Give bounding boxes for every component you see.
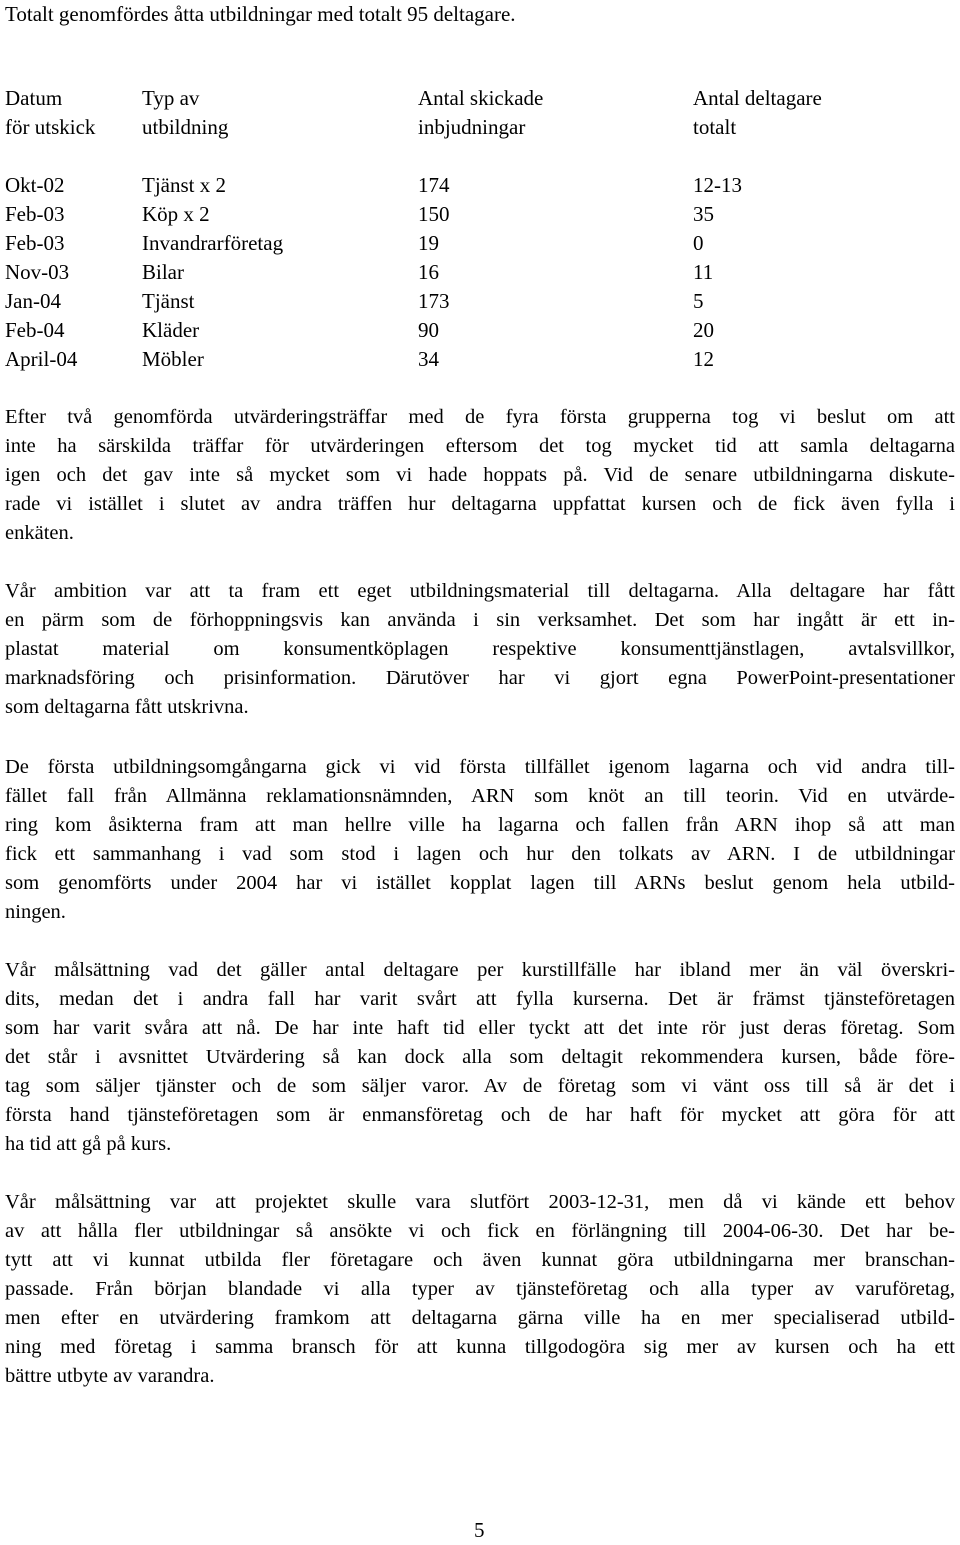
paragraph-line: Vår ambition var att ta fram ett eget utbildningsmaterial till deltagarna. Alla deltagare har fått — [5, 580, 955, 602]
paragraph-line: bättre utbyte av varandra. — [5, 1365, 215, 1387]
paragraph-line: tytt att vi kunnat utbilda fler företagare och även kunnat göra utbildningarna mer branschan- — [5, 1249, 955, 1271]
paragraph-line: första hand tjänsteföretagen som är enmansföretag och de har haft för mycket att göra för att — [5, 1104, 955, 1126]
paragraph-participants-goal — [5, 956, 955, 1159]
paragraph-line: ning med företag i samma bransch för att kunna tillgodogöra sig mer av kursen och ha ett — [5, 1336, 955, 1358]
header-participants-line2: totalt — [693, 115, 737, 139]
cell-date: Feb-04 — [5, 318, 65, 342]
header-participants-line1: Antal deltagare — [693, 86, 822, 110]
paragraph-line: tag som säljer tjänster och de som säljer varor. Av de företag som vi vänt oss till så är det i — [5, 1075, 955, 1097]
paragraph-line: fället fall från Allmänna reklamationsnämnden, ARN som knöt an till teorin. Vid en utvärde- — [5, 785, 955, 807]
cell-participants: 0 — [693, 231, 704, 255]
paragraph-line: ha tid att gå på kurs. — [5, 1133, 172, 1155]
cell-type: Tjänst x 2 — [142, 173, 226, 197]
cell-participants: 11 — [693, 260, 714, 284]
cell-participants: 12 — [693, 347, 714, 371]
paragraph-line: rade vi istället i slutet av andra träffen hur deltagarna uppfattat kursen och de fick även fylla i — [5, 493, 955, 515]
paragraph-line: ring kom åsikterna fram att man hellre ville ha lagarna och fallen från ARN ihop så att man — [5, 814, 955, 836]
cell-type: Köp x 2 — [142, 202, 210, 226]
cell-type: Kläder — [142, 318, 200, 342]
cell-type: Tjänst — [142, 289, 195, 313]
cell-participants: 5 — [693, 289, 704, 313]
cell-participants: 20 — [693, 318, 714, 342]
paragraph-line: som genomförts under 2004 har vi istället kopplat lagen till ARNs beslut genom hela utbild- — [5, 872, 955, 894]
header-invitations-line1: Antal skickade — [418, 86, 544, 110]
paragraph-material — [5, 577, 955, 722]
paragraph-line: Vår målsättning vad det gäller antal deltagare per kurstillfälle har ibland mer än väl överskri- — [5, 959, 955, 981]
paragraph-line: inte ha särskilda träffar för utvärderingen eftersom det tog mycket tid att samla deltagarna — [5, 435, 955, 457]
header-type-line2: utbildning — [142, 115, 229, 139]
cell-date: April-04 — [5, 347, 78, 371]
paragraph-line: ningen. — [5, 901, 66, 923]
paragraph-line: fick ett sammanhang i vad som stod i lagen och hur den tolkats av ARN. I de utbildningar — [5, 843, 955, 865]
paragraph-line: dits, medan det i andra fall har varit svårt att fylla kurserna. Det är främst tjänsteföretagen — [5, 988, 955, 1010]
cell-date: Okt-02 — [5, 173, 65, 197]
cell-participants: 12-13 — [693, 173, 742, 197]
cell-date: Nov-03 — [5, 260, 70, 284]
page-number: 5 — [474, 1518, 485, 1542]
cell-invitations: 19 — [418, 231, 439, 255]
paragraph-line: det står i avsnittet Utvärdering så kan dock alla som deltagit rekommendera kursen, både före- — [5, 1046, 955, 1068]
cell-invitations: 16 — [418, 260, 439, 284]
paragraph-line: enkäten. — [5, 522, 74, 544]
paragraph-line: Efter två genomförda utvärderingsträffar med de fyra första grupperna tog vi beslut om att — [5, 406, 955, 428]
cell-type: Invandrarföretag — [142, 231, 284, 255]
paragraph-line: av att hålla fler utbildningar så ansökte vi och fick en förlängning till 2004-06-30. Det har be- — [5, 1220, 955, 1242]
cell-invitations: 150 — [418, 202, 450, 226]
paragraph-arn — [5, 753, 955, 927]
header-invitations-line2: inbjudningar — [418, 115, 526, 139]
cell-date: Feb-03 — [5, 231, 65, 255]
intro-sentence: Totalt genomfördes åtta utbildningar med totalt 95 deltagare. — [5, 2, 516, 26]
paragraph-line: som har varit svåra att nå. De har inte haft tid eller tyckt att det inte rör just deras företag. Som — [5, 1017, 955, 1039]
cell-invitations: 90 — [418, 318, 439, 342]
paragraph-line: men efter en utvärdering framkom att deltagarna gärna ville ha en mer specialiserad utbild- — [5, 1307, 955, 1329]
paragraph-line: som deltagarna fått utskrivna. — [5, 696, 249, 718]
cell-participants: 35 — [693, 202, 714, 226]
cell-date: Feb-03 — [5, 202, 65, 226]
paragraph-line: De första utbildningsomgångarna gick vi vid första tillfället igenom lagarna och vid andra till- — [5, 756, 955, 778]
cell-date: Jan-04 — [5, 289, 61, 313]
paragraph-line: marknadsföring och prisinformation. Därutöver har vi gjort egna PowerPoint-presentationer — [5, 667, 955, 689]
cell-invitations: 174 — [418, 173, 450, 197]
paragraph-project-goal — [5, 1188, 955, 1391]
header-type-line1: Typ av — [142, 86, 200, 110]
header-date-line2: för utskick — [5, 115, 96, 139]
paragraph-line: Vår målsättning var att projektet skulle vara slutfört 2003-12-31, men då vi kände ett behov — [5, 1191, 955, 1213]
paragraph-evaluation — [5, 403, 955, 548]
cell-invitations: 34 — [418, 347, 439, 371]
paragraph-line: plastat material om konsumentköplagen respektive konsumenttjänstlagen, avtalsvillkor, — [5, 638, 955, 660]
paragraph-line: passade. Från början blandade vi alla typer av tjänsteföretag och alla typer av varuföretag, — [5, 1278, 955, 1300]
paragraph-line: en pärm som de förhoppningsvis kan använda i sin verksamhet. Det som har ingått är ett in- — [5, 609, 955, 631]
header-date-line1: Datum — [5, 86, 63, 110]
paragraph-line: igen och det gav inte så mycket som vi hade hoppats på. Vid de senare utbildningarna diskute- — [5, 464, 955, 486]
cell-type: Möbler — [142, 347, 204, 371]
cell-type: Bilar — [142, 260, 184, 284]
cell-invitations: 173 — [418, 289, 450, 313]
